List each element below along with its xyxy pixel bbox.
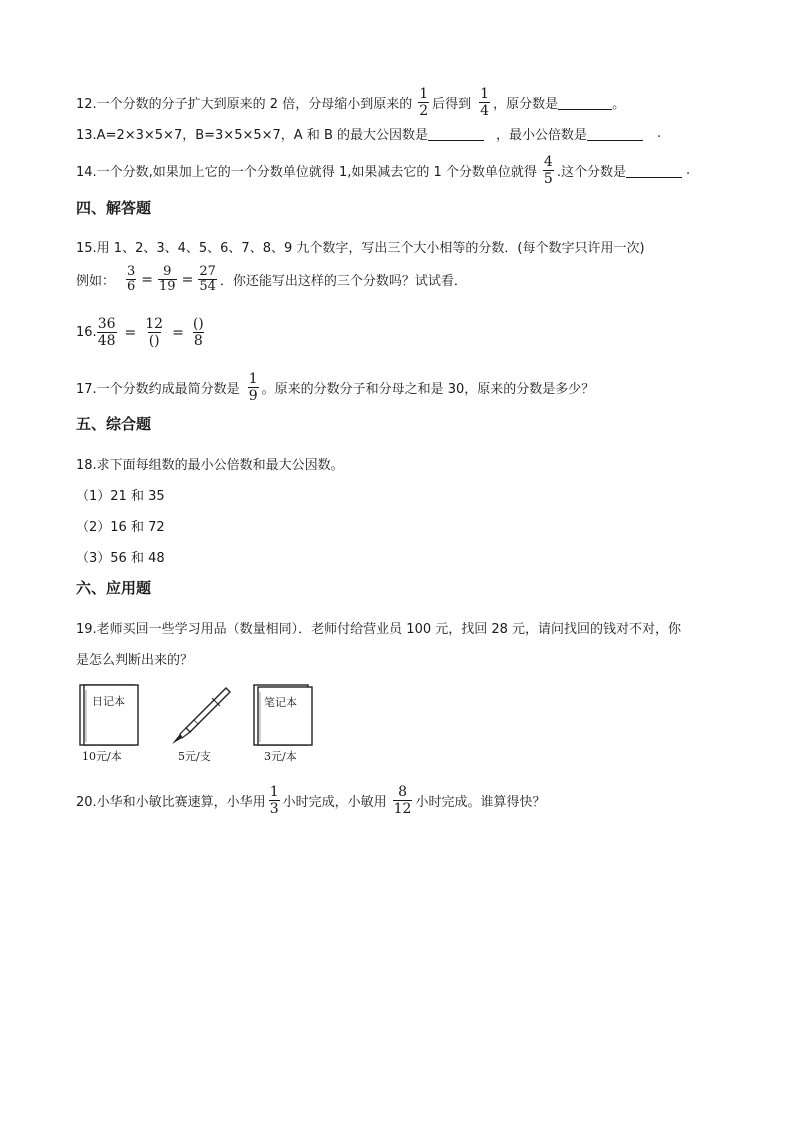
q18-item-3-text: （3）56 和 48 <box>76 551 165 566</box>
q16-equals-2: = <box>172 324 184 341</box>
q14-fraction: $\frac{4}{5}$ <box>543 154 553 187</box>
q20-fraction-2: $\frac{8}{12}$ <box>393 784 412 817</box>
q20-text-b: 小时完成，小敏用 <box>282 795 387 810</box>
q17-fraction: $\frac{1}{9}$ <box>248 371 258 404</box>
q17-text-b: 。原来的分数分子和分母之和是 30，原来的分数是多少？ <box>261 382 595 397</box>
question-15-example <box>76 265 467 294</box>
q15-fraction-2: $\frac{9}{19}$ <box>159 264 176 294</box>
q14-text-c: . <box>685 163 691 178</box>
q18-item-2 <box>76 516 165 535</box>
q13-text-b: ，最小公倍数是 <box>496 128 588 143</box>
diary-price: 10元/本 <box>82 750 122 763</box>
q17-text-a: 17.一个分数约成最简分数是 <box>76 382 240 397</box>
q14-text-a: 14.一个分数,如果加上它的一个分数单位就得 1,如果减去它的 1 个分数单位就得 <box>76 165 537 180</box>
q15-equals-1: = <box>141 271 154 288</box>
q12-fraction-2: $\frac{1}{4}$ <box>480 86 490 119</box>
section-heading-5: 五、综合题 <box>76 415 152 433</box>
pen-price: 5元/支 <box>178 750 211 763</box>
q20-text-c: 小时完成。谁算得快？ <box>415 795 546 810</box>
q15-text-b: ．你还能写出这样的三个分数吗？试试看． <box>219 274 467 289</box>
q19-text-a: 19.老师买回一些学习用品（数量相同）．老师付给营业员 100 元，找回 28 元，请问找回的钱对不对，你 <box>76 622 682 637</box>
q13-gcd-blank[interactable] <box>428 126 484 141</box>
question-19-line-2 <box>76 649 193 668</box>
q15-fraction-1: $\frac{3}{6}$ <box>127 264 136 294</box>
question-12 <box>76 86 625 119</box>
q14-answer-blank[interactable] <box>626 163 682 178</box>
pen-icon <box>164 684 234 748</box>
q12-answer-blank[interactable] <box>558 95 612 110</box>
q19-items-illustration <box>78 684 338 764</box>
question-19-line-1 <box>76 618 681 637</box>
q20-text-a: 20.小华和小敏比赛速算，小华用 <box>76 795 266 810</box>
notebook-item <box>252 684 316 764</box>
q13-text-a: 13.A=2×3×5×7，B=3×5×5×7，A 和 B 的最大公因数是 <box>76 128 429 143</box>
pen-item <box>164 684 234 764</box>
q18-item-3 <box>76 547 165 566</box>
q16-fraction-3: $\frac{()}{8}$ <box>192 316 204 349</box>
q12-text-b: 后得到 <box>432 97 472 112</box>
q15-text-a: 15.用 1、2、3、4、5、6、7、8、9 九个数字，写出三个大小相等的分数．(每个数字只许用一次) <box>76 241 645 256</box>
q12-text-d: 。 <box>612 97 626 112</box>
q18-item-2-text: （2）16 和 72 <box>76 520 165 535</box>
question-16 <box>76 316 208 349</box>
diary-item <box>78 684 142 764</box>
question-17 <box>76 371 594 404</box>
q12-fraction-1: $\frac{1}{2}$ <box>419 86 429 119</box>
q20-fraction-1: $\frac{1}{3}$ <box>269 784 279 817</box>
q16-label: 16. <box>76 325 97 340</box>
q12-text-a: 12.一个分数的分子扩大到原来的 2 倍，分母缩小到原来的 <box>76 97 413 112</box>
q13-lcm-blank[interactable] <box>587 126 643 141</box>
q12-text-c: ，原分数是 <box>493 97 559 112</box>
section-heading-6: 六、应用题 <box>76 579 152 597</box>
q16-fraction-1: $\frac{36}{48}$ <box>97 316 116 349</box>
q18-item-1-text: （1）21 和 35 <box>76 489 165 504</box>
question-15 <box>76 237 645 256</box>
notebook-price: 3元/本 <box>264 750 297 763</box>
q16-fraction-2: $\frac{12}{()}$ <box>145 316 164 349</box>
q15-fraction-3: $\frac{27}{54}$ <box>199 264 216 294</box>
question-18 <box>76 454 344 473</box>
q18-item-1 <box>76 485 165 504</box>
q14-text-b: .这个分数是 <box>556 165 626 180</box>
question-13 <box>76 124 661 143</box>
question-14 <box>76 154 690 187</box>
section-heading-4: 四、解答题 <box>76 199 152 217</box>
notebook-title: 笔记本 <box>264 696 297 709</box>
question-20 <box>76 784 545 817</box>
q18-text: 18.求下面每组数的最小公倍数和最大公因数。 <box>76 458 344 473</box>
diary-title: 日记本 <box>92 695 125 708</box>
q15-example-label: 例如： <box>76 274 116 289</box>
q13-text-c: . <box>657 126 662 141</box>
q15-equals-2: = <box>181 271 194 288</box>
q19-text-b: 是怎么判断出来的？ <box>76 653 194 668</box>
q16-equals-1: = <box>124 324 137 341</box>
